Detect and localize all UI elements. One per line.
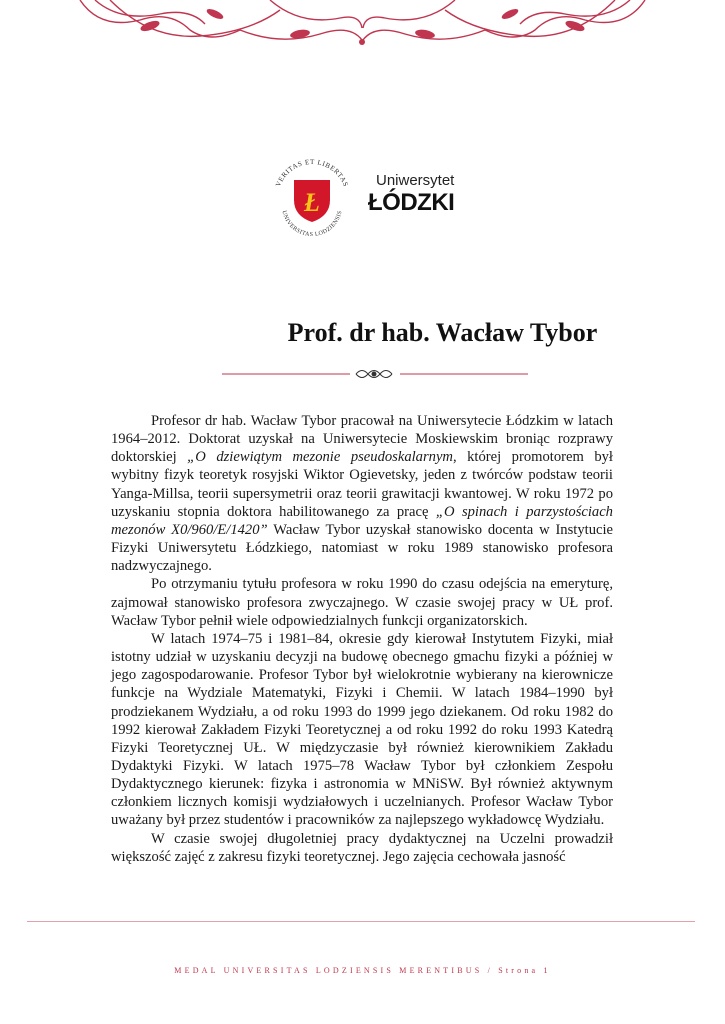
logo-word: Uniwersytet xyxy=(376,172,455,189)
habilitation-title: „O spinach i parzystościach mezonów X0/960/E/1420” xyxy=(111,503,613,538)
footer-divider xyxy=(27,921,695,922)
text-run: Profesor dr hab. Wacław Tybor pracował na Uniwersytecie Łódzkim w latach 1964–2012. Doktorat uzyskał na Uniwersytecie Moskiewskim broniąc rozprawy doktorskiej xyxy=(111,413,613,466)
university-seal xyxy=(268,156,358,236)
divider-ornament-icon xyxy=(356,371,392,378)
paragraph: W latach 1974–75 i 1981–84, okresie gdy kierował Instytutem Fizyki, miał istotny udział w uzyskaniu decyzji na budowę obecnego gmachu fizyki a później w jego zagospodarowanie. Profesor Tybor był wielokrotnie wybierany na kierownicze funkcje na Wydziale Matematyki, Fizyki i Chemii. W latach 1984–1990 był prodziekanem Wydziału, a od roku 1993 do 1999 jego dziekanem. Od roku 1982 do 1992 kierował Zakładem Fizyki Teoretycznej a od roku 1992 do roku 1993 Katedrą Fizyki Teoretycznej UŁ. W międzyczasie był również kierownikiem Zakładu Dydaktyki Fizyki. W latach 1975–78 Wacław Tybor był członkiem Zespołu Dydaktycznego kierunek: fizyka i astronomia w MNiSW. Był również aktywnym członkiem licznych komisji wydziałowych i uczelnianych. Profesor Wacław Tybor uważany był przez studentów i pracowników za najlepszego wykładowcę Wydziału. xyxy=(111,630,613,829)
thesis-title: „O dziewiątym mezonie pseudoskalarnym xyxy=(187,449,453,466)
shield-letter: Ł xyxy=(304,188,320,217)
title-divider xyxy=(222,364,528,384)
page-title: Prof. dr hab. Wacław Tybor xyxy=(287,318,598,347)
seal-text-top: VERITAS ET LIBERTAS xyxy=(274,157,350,189)
logo-name: ŁÓDZKI xyxy=(368,189,455,216)
top-ornament xyxy=(0,0,725,48)
text-run: Wacław Tybor uzyskał stanowisko docenta w Instytucie Fizyki Uniwersytetu Łódzkiego, natomiast w roku 1989 stanowisko profesora nadzwyczajnego. xyxy=(111,521,614,575)
paragraph: W czasie swojej długoletniej pracy dydaktycznej na Uczelni prowadził większość zajęć z zakresu fizyki teoretycznej. Jego zajęcia cechowała jasność xyxy=(111,830,613,865)
body-text xyxy=(111,412,613,866)
paragraph: Po otrzymaniu tytułu profesora w roku 1990 do czasu odejścia na emeryturę, zajmował stanowisko profesora zwyczajnego. W czasie swojej pracy w UŁ prof. Wacław Tybor pełnił wiele odpowiedzialnych funkcji organizatorskich. xyxy=(111,576,613,629)
university-logo xyxy=(268,156,468,236)
seal-text-bottom: UNIVERSITAS LODZIENSIS xyxy=(280,210,344,236)
paragraph xyxy=(111,412,613,575)
page-footer: MEDAL UNIVERSITAS LODZIENSIS MERENTIBUS / Strona 1 xyxy=(174,966,551,975)
text-run: , której promotorem był wybitny fizyk teoretyk rosyjski Wiktor Ogievetsky, jeden z twórców podstaw teorii Yanga-Millsa, teorii supersymetrii oraz teorii grawitacji kwantowej. W roku 1972 po uzyskaniu stopnia doktora habilitowanego za pracę xyxy=(111,449,613,520)
